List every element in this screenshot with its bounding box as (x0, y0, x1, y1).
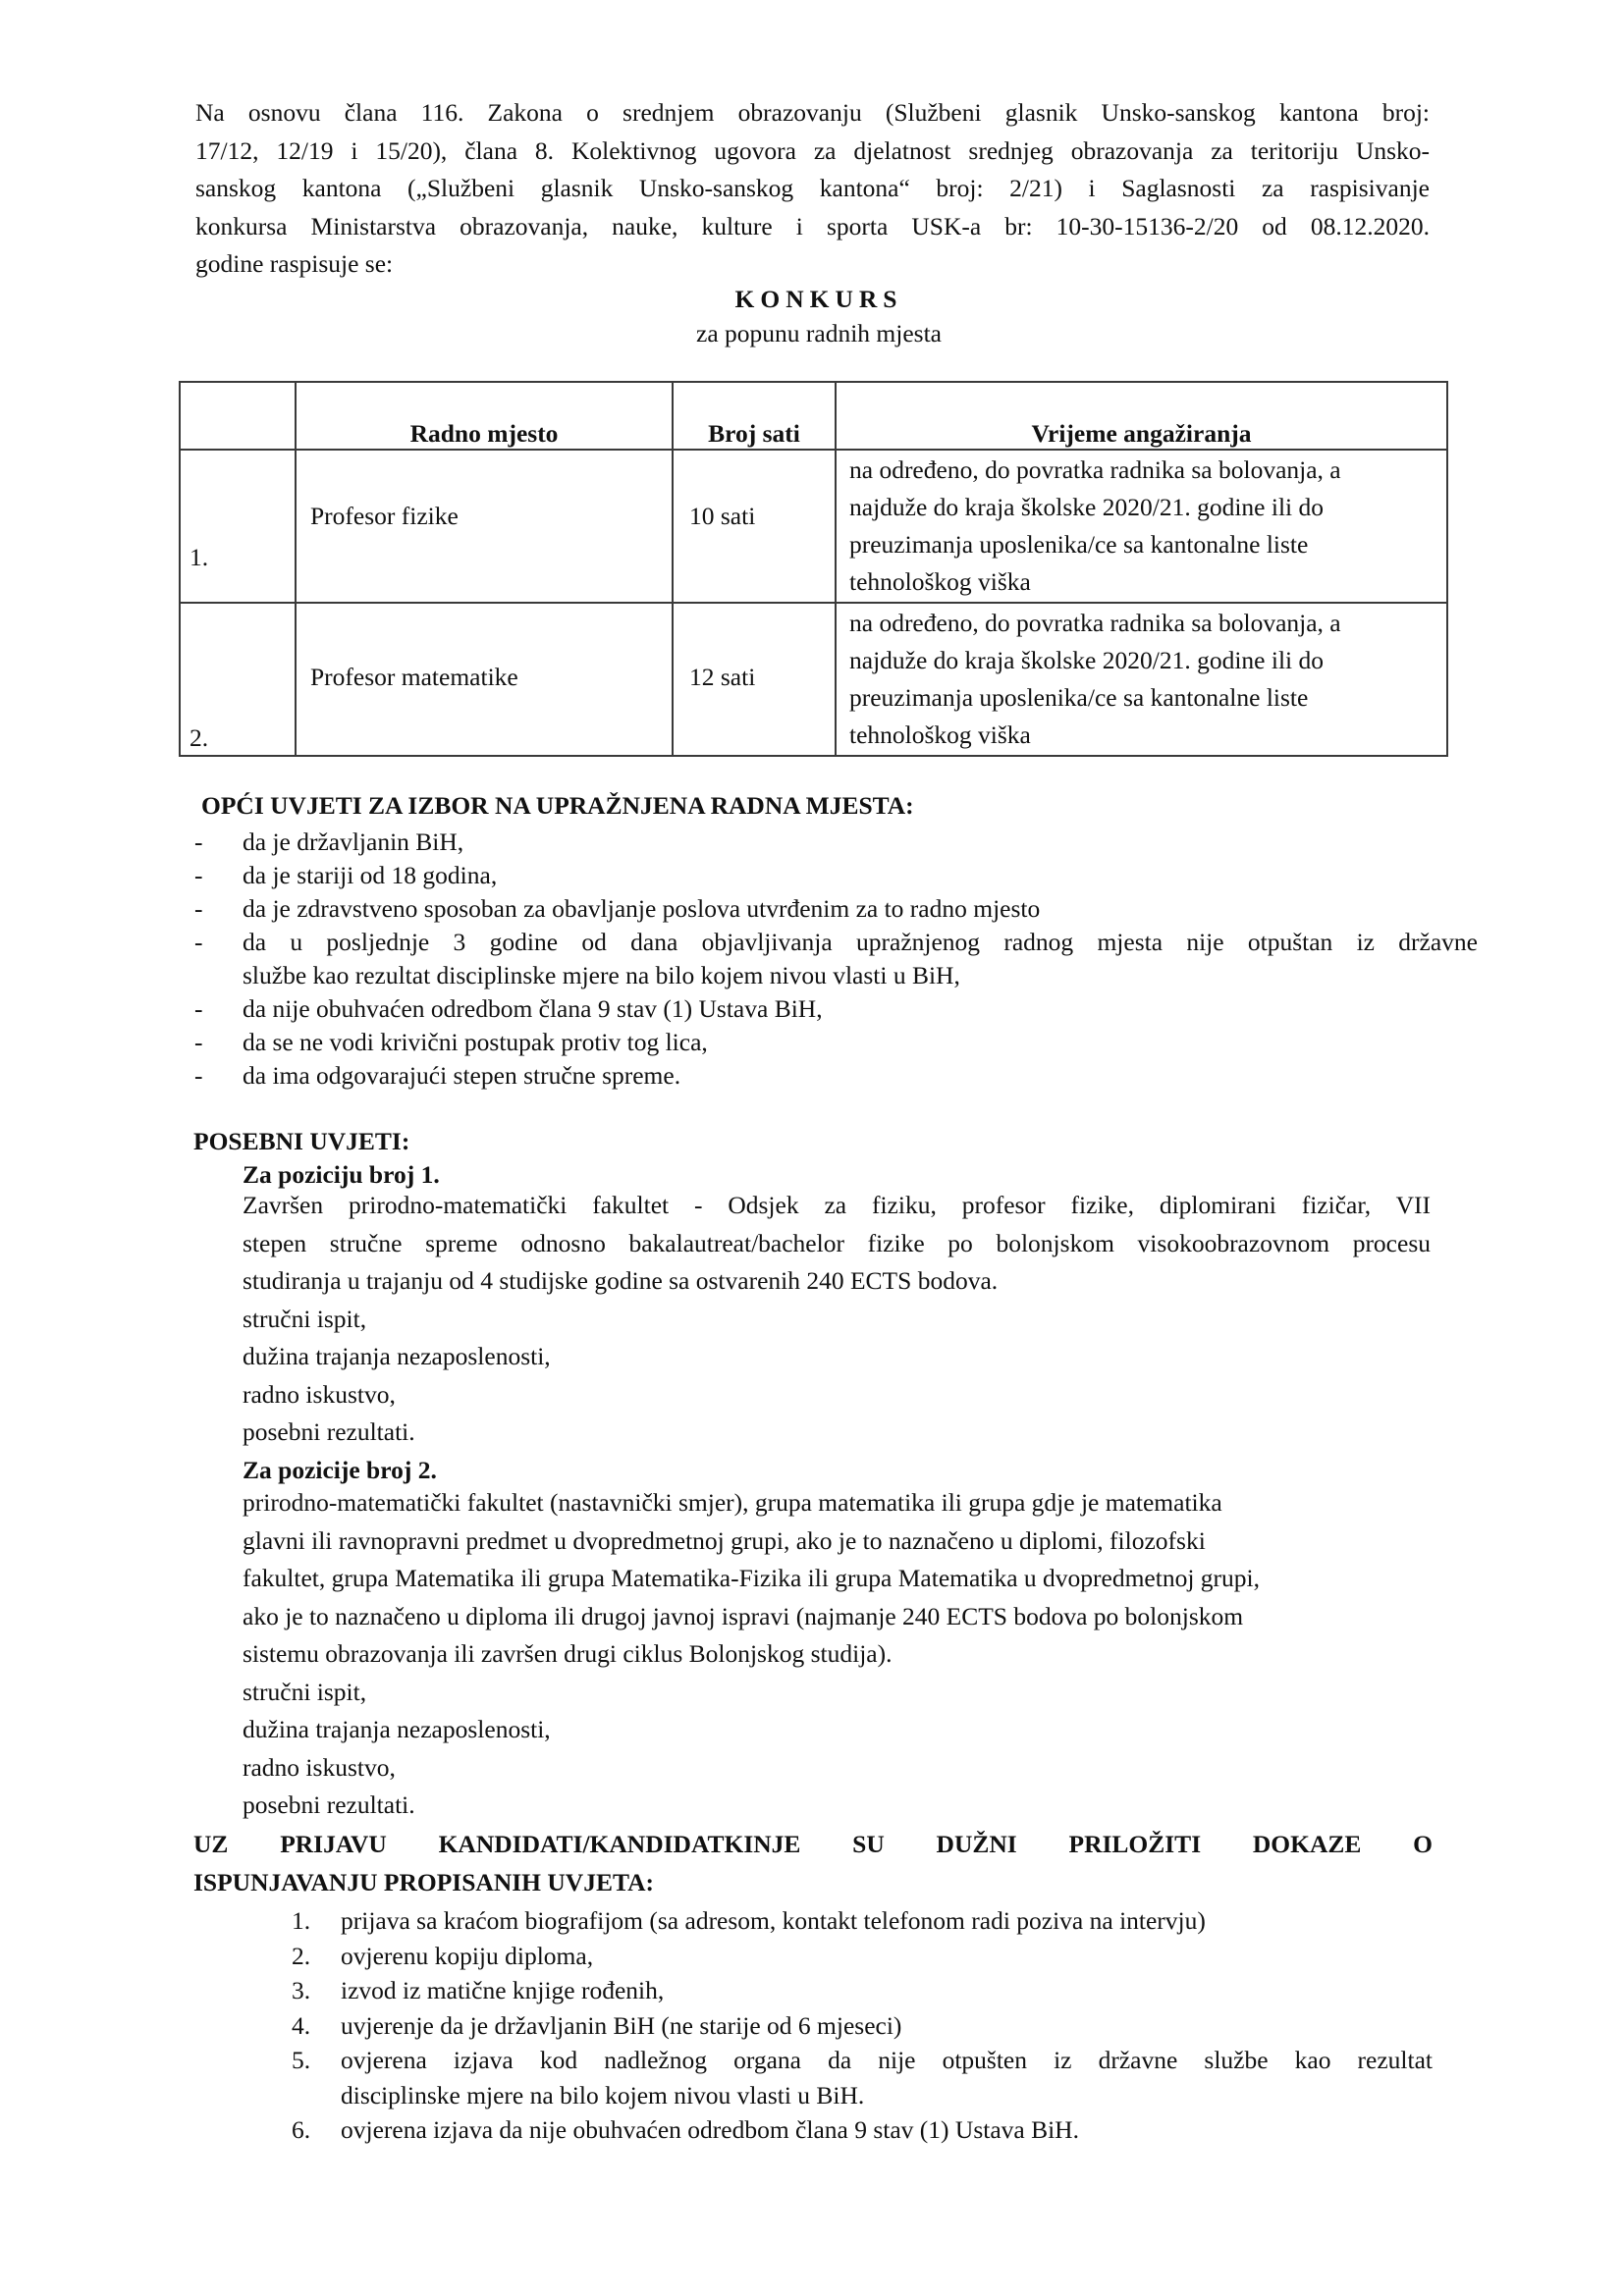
intro-line: sanskog kantona („Službeni glasnik Unsko-sanskog kantona“ broj: 2/21) i Saglasnosti za raspisivanje (195, 174, 1430, 202)
list-item-text: da se ne vodi krivični postupak protiv tog lica, (243, 1028, 708, 1056)
item-text: prijava sa kraćom biografijom (sa adresom, kontakt telefonom radi poziva na intervju) (341, 1906, 1206, 1935)
item-text: uvjerenje da je državljanin BiH (ne starije od 6 mjeseci) (341, 2010, 902, 2040)
list-item-text: da je državljanin BiH, (243, 828, 464, 856)
table-header-row (180, 382, 1447, 450)
positions-table (179, 381, 1448, 757)
heading-line: ISPUNJAVANJU PROPISANIH UVJETA: (193, 1868, 654, 1896)
dash-bullet-icon: - (194, 928, 203, 956)
position-name: Profesor matematike (310, 663, 518, 691)
intro-line: godine raspisuje se: (195, 249, 394, 278)
engagement-line: najduže do kraja školske 2020/21. godine ili do (849, 646, 1324, 674)
requirement-line: studiranja u trajanju od 4 studijske godine sa ostvarenih 240 ECTS bodova. (243, 1266, 999, 1295)
item-text: izvod iz matične knjige rođenih, (341, 1976, 665, 2004)
requirement-line: prirodno-matematički fakultet (nastavnički smjer), grupa matematika ili grupa gdje je matematika (243, 1488, 1222, 1517)
requirement-line: stručni ispit, (243, 1304, 367, 1333)
intro-line: 17/12, 12/19 i 15/20), člana 8. Kolektivnog ugovora za djelatnost srednjeg obrazovanja za teritoriju Unsko- (195, 135, 1430, 165)
item-number: 3. (292, 1976, 311, 2004)
position-1-requirements (243, 1187, 1431, 1452)
header-number (180, 382, 296, 450)
row-number: 1. (189, 543, 209, 571)
row-number-cell (180, 450, 296, 603)
item-text: disciplinske mjere na bilo kojem nivou vlasti u BiH. (341, 2080, 865, 2109)
engagement-cell (836, 450, 1447, 603)
header-hours: Broj sati (673, 382, 836, 450)
dash-bullet-icon: - (194, 861, 203, 889)
requirement-line: posebni rezultati. (243, 1790, 415, 1819)
engagement-line: na određeno, do povratka radnika sa bolovanja, a (849, 455, 1341, 484)
table-row (180, 450, 1447, 603)
row-number-cell (180, 603, 296, 756)
document-subtitle: za popunu radnih mjesta (696, 319, 942, 347)
intro-line: Na osnovu člana 116. Zakona o srednjem obrazovanju (Službeni glasnik Unsko-sanskog kantona broj: (195, 98, 1430, 127)
engagement-line: najduže do kraja školske 2020/21. godine ili do (849, 493, 1324, 521)
requirement-line: stručni ispit, (243, 1677, 367, 1706)
position-name: Profesor fizike (310, 502, 459, 530)
hours-cell (673, 450, 836, 603)
heading-line: UZ PRIJAVU KANDIDATI/KANDIDATKINJE SU DUŽNI PRILOŽITI DOKAZE O (193, 1830, 1433, 1858)
engagement-line: preuzimanja uposlenika/ce sa kantonalne liste (849, 683, 1309, 712)
requirement-line: dužina trajanja nezaposlenosti, (243, 1342, 551, 1370)
table-row (180, 603, 1447, 756)
list-item-text: da ima odgovarajući stepen stručne spreme. (243, 1061, 681, 1090)
document-title: KONKURS (734, 285, 903, 313)
engagement-cell (836, 603, 1447, 756)
item-number: 1. (292, 1906, 311, 1935)
requirement-line: Završen prirodno-matematički fakultet - Odsjek za fiziku, profesor fizike, diplomirani fizičar, VII (243, 1191, 1431, 1219)
item-number: 5. (292, 2046, 311, 2074)
dash-bullet-icon: - (194, 894, 203, 923)
item-number: 4. (292, 2010, 311, 2040)
requirement-line: radno iskustvo, (243, 1379, 396, 1409)
engagement-line: preuzimanja uposlenika/ce sa kantonalne liste (849, 530, 1309, 559)
position-cell (296, 603, 673, 756)
hours-value: 10 sati (689, 502, 756, 530)
position-2-requirements (243, 1484, 1431, 1825)
dash-bullet-icon: - (194, 1028, 203, 1056)
header-position: Radno mjesto (296, 382, 673, 450)
list-item-text: službe kao rezultat disciplinske mjere na bilo kojem nivou vlasti u BiH, (243, 961, 960, 989)
special-conditions-heading: POSEBNI UVJETI: (193, 1127, 410, 1155)
requirement-line: radno iskustvo, (243, 1752, 396, 1782)
item-text: ovjerena izjava kod nadležnog organa da nije otpušten iz državne službe kao rezultat (341, 2046, 1433, 2074)
requirement-line: stepen stručne spreme odnosno bakalautreat/bachelor fizike po bolonjskom visokoobrazovnom procesu (243, 1228, 1431, 1257)
position-cell (296, 450, 673, 603)
requirement-line: ako je to naznačeno u diploma ili drugoj javnoj ispravi (najmanje 240 ECTS bodova po bolonjskom (243, 1601, 1244, 1630)
position-1-heading: Za poziciju broj 1. (243, 1160, 440, 1189)
list-item-text: da je stariji od 18 godina, (243, 861, 498, 889)
requirement-line: posebni rezultati. (243, 1417, 415, 1446)
dash-bullet-icon: - (194, 828, 203, 856)
header-engagement: Vrijeme angažiranja (836, 382, 1447, 450)
item-text: ovjerena izjava da nije obuhvaćen odredbom člana 9 stav (1) Ustava BiH. (341, 2115, 1079, 2144)
engagement-line: na određeno, do povratka radnika sa bolovanja, a (849, 609, 1341, 637)
list-item-text: da nije obuhvaćen odredbom člana 9 stav (1) Ustava BiH, (243, 994, 823, 1023)
item-number: 2. (292, 1941, 311, 1970)
dash-bullet-icon: - (194, 994, 203, 1023)
position-2-heading: Za pozicije broj 2. (243, 1456, 437, 1484)
engagement-line: tehnološkog viška (849, 567, 1031, 596)
requirement-line: dužina trajanja nezaposlenosti, (243, 1715, 551, 1743)
engagement-line: tehnološkog viška (849, 721, 1031, 749)
list-item-text: da je zdravstveno sposoban za obavljanje poslova utvrđenim za to radno mjesto (243, 894, 1041, 923)
intro-line: konkursa Ministarstva obrazovanja, nauke, kulture i sporta USK-a br: 10-30-15136-2/20 od 08.12.2020. (195, 211, 1430, 240)
general-conditions-heading: OPĆI UVJETI ZA IZBOR NA UPRAŽNJENA RADNA MJESTA: (201, 791, 914, 820)
hours-value: 12 sati (689, 663, 756, 691)
requirement-line: glavni ili ravnopravni predmet u dvopredmetnoj grupi, ako je to naznačeno u diplomi, filozofski (243, 1525, 1206, 1555)
intro-paragraph (195, 94, 1430, 284)
requirement-line: sistemu obrazovanja ili završen drugi ciklus Bolonjskog studija). (243, 1639, 893, 1668)
list-item-text: da u posljednje 3 godine od dana objavljivanja upražnjenog radnog mjesta nije otpuštan iz državne (243, 928, 1478, 956)
hours-cell (673, 603, 836, 756)
row-number: 2. (189, 723, 209, 752)
dash-bullet-icon: - (194, 1061, 203, 1090)
item-number: 6. (292, 2115, 311, 2144)
item-text: ovjerenu kopiju diploma, (341, 1941, 594, 1970)
requirement-line: fakultet, grupa Matematika ili grupa Matematika-Fizika ili grupa Matematika u dvopredmetnoj grupi, (243, 1564, 1260, 1592)
required-documents-heading (193, 1825, 1433, 1901)
